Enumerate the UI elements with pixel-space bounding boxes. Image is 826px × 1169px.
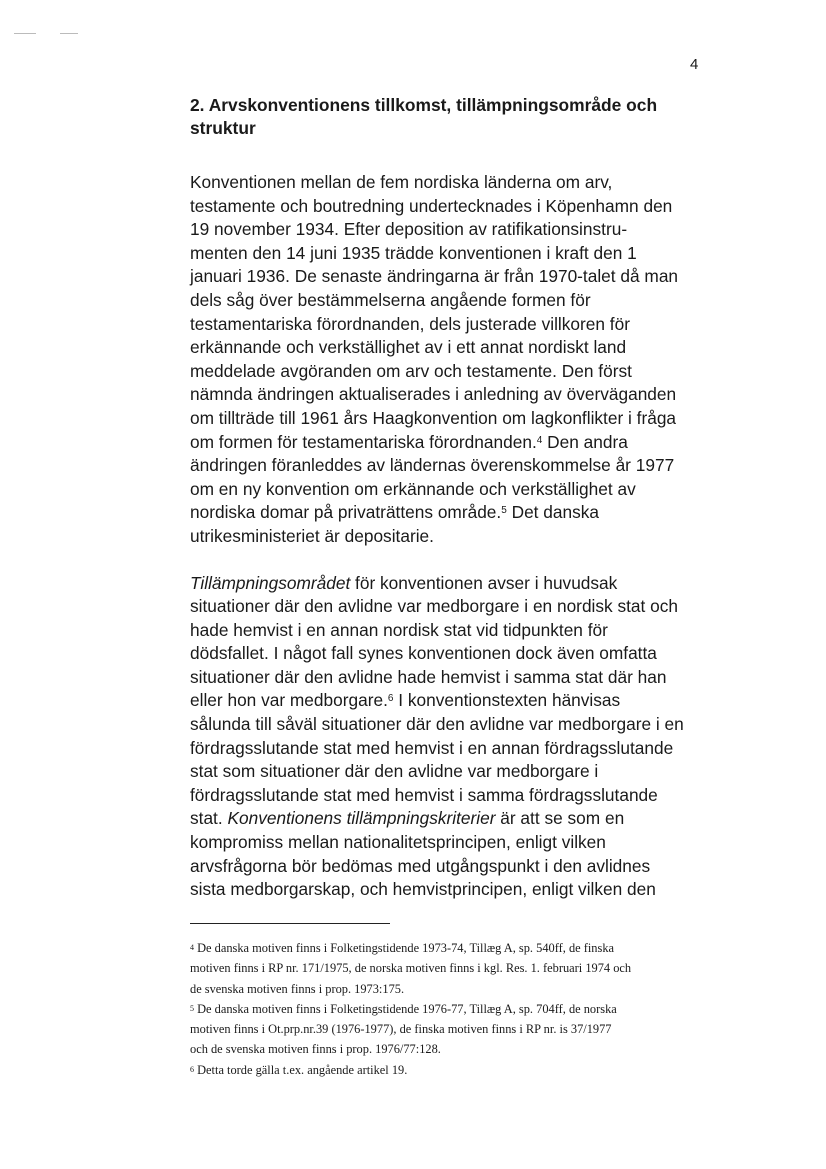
text-line xyxy=(190,831,720,855)
text-segment: ändringen föranleddes av ländernas överenskommelse år 1977 xyxy=(190,455,675,476)
text-line xyxy=(190,855,720,879)
footnote-6 xyxy=(190,1060,720,1080)
footnote-line xyxy=(190,1039,720,1059)
footnote-text: De danska motiven finns i Folketingstidende 1973-74, Tillæg A, sp. 540ff, de finska xyxy=(197,941,615,955)
text-line xyxy=(190,878,720,902)
italic-term: Konventionens tillämpningskriterier xyxy=(227,808,496,829)
footnote-text: de svenska motiven finns i prop. 1973:175. xyxy=(190,981,405,996)
text-segment: stat som situationer där den avlidne var medborgare i xyxy=(190,761,599,782)
text-line xyxy=(190,784,720,808)
footnote-line xyxy=(190,958,720,978)
text-line xyxy=(190,713,720,737)
text-line xyxy=(190,383,720,407)
text-segment: I konventionstexten hänvisas xyxy=(393,690,621,711)
text-line xyxy=(190,431,720,455)
text-segment: kompromiss mellan nationalitetsprincipen, enligt vilken xyxy=(190,832,606,853)
text-segment: dödsfallet. I något fall synes konventionen dock även omfatta xyxy=(190,643,657,664)
text-segment: meddelade avgöranden om arv och testamente. Den först xyxy=(190,360,632,381)
footnote-text: De danska motiven finns i Folketingstidende 1976-77, Tillæg A, sp. 704ff, de norska xyxy=(197,1001,617,1016)
italic-term: Tillämpningsområdet xyxy=(190,572,351,593)
text-line xyxy=(190,572,720,596)
text-segment: Det danska xyxy=(506,502,600,523)
text-segment: januari 1936. De senaste ändringarna är från 1970-talet då man xyxy=(190,266,679,287)
footnotes xyxy=(190,938,720,1080)
section-heading-line: struktur xyxy=(190,118,256,138)
footnote-text: Detta torde gälla t.ex. angående artikel 19. xyxy=(197,1062,408,1077)
text-segment: testamentariska förordnanden, dels justerade villkoren för xyxy=(190,313,630,334)
footnote-line xyxy=(190,979,720,999)
footnote-line xyxy=(190,1060,720,1080)
paragraph-scope xyxy=(190,572,720,902)
text-segment: nämnda ändringen aktualiserades i anledning av överväganden xyxy=(190,384,677,405)
footnote-text: motiven finns i RP nr. 171/1975, de norska motiven finns i kgl. Res. 1. februari 1974 och xyxy=(190,961,632,976)
text-line xyxy=(190,595,720,619)
text-segment: 19 november 1934. Efter deposition av ratifikationsinstru- xyxy=(190,219,628,240)
footnote-line xyxy=(190,938,720,958)
text-segment: stat. xyxy=(190,808,228,829)
footnote-reference: 5 xyxy=(501,505,507,517)
text-line xyxy=(190,407,720,431)
text-segment: sålunda till såväl situationer där den avlidne var medborgare i en xyxy=(190,714,684,735)
footnote-line xyxy=(190,1019,720,1039)
text-segment: arvsfrågorna bör bedömas med utgångspunkt i den avlidnes xyxy=(190,855,651,876)
footnote-line xyxy=(190,999,720,1019)
footnote-number: 4 xyxy=(190,943,194,952)
text-line xyxy=(190,218,720,242)
section-heading xyxy=(190,94,720,140)
text-line xyxy=(190,360,720,384)
text-segment: situationer där den avlidne var medborgare i en nordisk stat och xyxy=(190,596,678,617)
footnote-separator xyxy=(190,923,390,924)
text-segment: erkännande och verkställighet av i ett annat nordiskt land xyxy=(190,337,627,358)
text-segment: om formen för testamentariska förordnanden. xyxy=(190,431,537,452)
text-segment: eller hon var medborgare. xyxy=(190,690,388,711)
text-line xyxy=(190,807,720,831)
text-line xyxy=(190,242,720,266)
text-line xyxy=(190,478,720,502)
document-body xyxy=(190,94,720,902)
text-line xyxy=(190,760,720,784)
text-segment: sista medborgarskap, och hemvistprincipen, enligt vilken den xyxy=(190,879,656,900)
footnote-reference: 6 xyxy=(387,693,394,705)
footnote-text: motiven finns i Ot.prp.nr.39 (1976-1977), de finska motiven finns i RP nr. is 37/1977 xyxy=(190,1022,612,1037)
text-segment: Den andra xyxy=(542,431,628,452)
page-number: 4 xyxy=(690,56,699,73)
text-segment: dels såg över bestämmelserna angående formen för xyxy=(190,289,591,310)
text-segment: menten den 14 juni 1935 trädde konventionen i kraft den 1 xyxy=(190,242,637,263)
scan-artifact xyxy=(60,33,78,34)
text-line xyxy=(190,737,720,761)
footnote-number: 5 xyxy=(190,1003,194,1013)
scan-artifact xyxy=(14,33,36,34)
text-line xyxy=(190,619,720,643)
text-segment: nordiska domar på privaträttens område. xyxy=(190,502,502,523)
text-segment: utrikesministeriet är depositarie. xyxy=(190,525,434,546)
text-line xyxy=(190,195,720,219)
footnote-number: 6 xyxy=(190,1064,194,1074)
text-line xyxy=(190,336,720,360)
footnote-4 xyxy=(190,938,720,999)
text-line xyxy=(190,666,720,690)
text-segment: fördragsslutande stat med hemvist i en annan fördragsslutande xyxy=(190,737,674,758)
text-segment: Konventionen mellan de fem nordiska länderna om arv, xyxy=(190,172,613,192)
text-segment: för konventionen avser i huvudsak xyxy=(350,572,618,593)
text-line xyxy=(190,501,720,525)
footnote-5 xyxy=(190,999,720,1060)
text-segment: är att se som en xyxy=(495,808,625,829)
paragraph-convention-history xyxy=(190,171,720,549)
text-segment: situationer där den avlidne hade hemvist i samma stat där han xyxy=(190,666,667,687)
text-line xyxy=(190,313,720,337)
text-line xyxy=(190,454,720,478)
text-segment: testamente och boutredning undertecknades i Köpenhamn den xyxy=(190,195,673,216)
text-segment: om en ny konvention om erkännande och verkställighet av xyxy=(190,478,636,499)
text-line xyxy=(190,689,720,713)
text-segment: hade hemvist i en annan nordisk stat vid tidpunkten för xyxy=(190,619,608,640)
text-line xyxy=(190,289,720,313)
text-line xyxy=(190,265,720,289)
text-line xyxy=(190,525,720,549)
section-heading-line: 2. Arvskonventionens tillkomst, tillämpningsområde och xyxy=(190,95,658,115)
text-segment: om tillträde till 1961 års Haagkonvention om lagkonflikter i fråga xyxy=(190,407,677,428)
text-line xyxy=(190,642,720,666)
text-segment: fördragsslutande stat med hemvist i samma fördragsslutande xyxy=(190,784,658,805)
footnote-reference: 4 xyxy=(536,434,543,446)
text-line xyxy=(190,171,720,195)
footnote-text: och de svenska motiven finns i prop. 1976/77:128. xyxy=(190,1042,441,1057)
